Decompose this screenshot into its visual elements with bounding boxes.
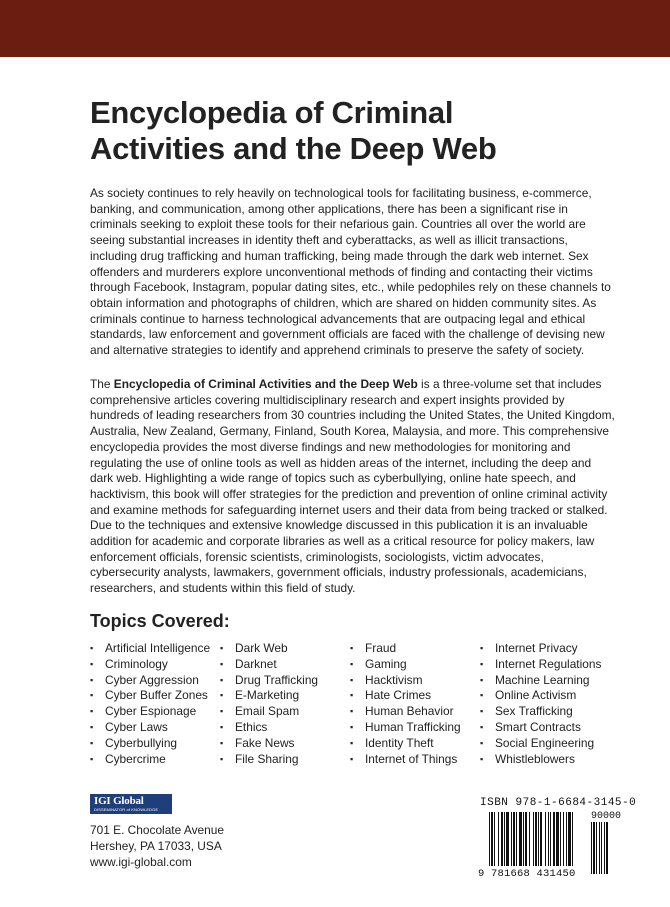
topic-list-item: ▪ Criminology xyxy=(90,657,210,673)
topic-list-item: ▪ Hate Crimes xyxy=(350,688,461,704)
barcode-bar xyxy=(533,812,534,866)
topic-list-item: ▪ File Sharing xyxy=(220,752,318,768)
barcode-bar xyxy=(511,812,512,866)
barcode-bar xyxy=(550,812,551,866)
barcode-bar xyxy=(506,812,509,866)
paragraph-2-book-title: Encyclopedia of Criminal Activities and the Deep Web xyxy=(113,377,418,391)
topic-list-item: ▪ Cyber Espionage xyxy=(90,704,210,720)
barcode-bar xyxy=(504,812,505,866)
barcode-addon-bar xyxy=(596,822,597,874)
topic-list-item: ▪ Hacktivism xyxy=(350,673,461,689)
address-line-1: 701 E. Chocolate Avenue xyxy=(90,823,224,837)
topic-list-item: ▪ Internet of Things xyxy=(350,752,461,768)
barcode-bar xyxy=(516,812,517,866)
barcode-addon-bar xyxy=(599,822,600,874)
barcode-bar xyxy=(563,812,564,866)
logo-name: IGI Global xyxy=(94,795,144,807)
topic-list-item: ▪ Gaming xyxy=(350,657,461,673)
address-line-2: Hershey, PA 17033, USA xyxy=(90,839,222,853)
topic-list-item: ▪ Machine Learning xyxy=(480,673,601,689)
barcode-bar xyxy=(529,812,530,866)
barcode-addon-bar xyxy=(591,822,592,874)
barcode-bar xyxy=(556,812,559,866)
topic-list-item: ▪ Cyberbullying xyxy=(90,736,210,752)
paragraph-2-body: is a three-volume set that includes comprehensive articles covering multidisciplinary research and expert insights provided by hundreds of leading researchers from 30 countries including the United States, the United Kingdom, Australia, New Zealand, Germany, Finland, South Korea, Malaysia, and more. This comprehensive encyclopedia provides the most diverse findings and new methodologies for monitoring and regulating the use of online tools as well as hidden areas of the internet, including the deep and dark web. Highlighting a wide range of topics such as cyberbullying, online hate speech, and hacktivism, this book will offer strategies for the prediction and prevention of online criminal activity and examine methods for safeguarding internet users and their data from being tracked or stalked. Due to the techniques and extensive knowledge discussed in this publication it is an invaluable addition for academic and corporate libraries as well as a critical resource for policy makers, law enforcement officials, forensic scientists, criminologists, sociologists, victim advocates, cybersecurity analysts, lawmakers, government officials, industry professionals, academicians, researchers, and students within this field of study. xyxy=(90,377,615,596)
description-paragraph-1: As society continues to rely heavily on technological tools for facilitating business, e-commerce, banking, and communication, among other applications, there has been a significant rise in criminals seeking to exploit these tools for their nefarious gain. Countries all over the world are seeing substantial increases in identity theft and cyberattacks, as well as illicit transactions, including drug trafficking and human trafficking, being made through the dark web internet. Sex offenders and murderers explore unconventional methods of finding and contacting their victims through Facebook, Instagram, popular dating sites, etc., while pedophiles rely on these channels to obtain information and photographs of children, which are shared on hidden community sites. As criminals continue to harness technological advancements that are outpacing legal and ethical standards, law enforcement and government officials are faced with the challenge of devising new and alternative strategies to identify and apprehend criminals to preserve the safety of society. xyxy=(90,186,611,358)
publisher-website: www.igi-global.com xyxy=(90,855,192,869)
topic-list-item: ▪ Smart Contracts xyxy=(480,720,601,736)
topic-list-item: ▪ Cybercrime xyxy=(90,752,210,768)
title-line-2: Activities and the Deep Web xyxy=(90,131,497,166)
description-paragraph-2 xyxy=(90,377,615,597)
barcode-bar xyxy=(501,812,503,866)
topic-list-item: ▪ Human Trafficking xyxy=(350,720,461,736)
topics-heading: Topics Covered: xyxy=(90,611,230,631)
isbn-label: ISBN 978-1-6684-3145-0 xyxy=(480,797,637,809)
barcode-bar xyxy=(513,812,515,866)
logo-tagline: DISSEMINATOR of KNOWLEDGE xyxy=(94,807,159,812)
book-title xyxy=(90,95,610,167)
barcode-bar xyxy=(491,812,493,866)
barcode-bar xyxy=(553,812,555,866)
barcode-bar xyxy=(540,812,542,866)
barcode-bar xyxy=(538,812,539,866)
barcode-bar xyxy=(498,812,499,866)
top-color-band xyxy=(0,0,670,57)
topic-list-item: ▪ Cyber Buffer Zones xyxy=(90,688,210,704)
barcode-bar xyxy=(566,812,567,866)
topic-list-item: ▪ Dark Web xyxy=(220,641,318,657)
title-line-1: Encyclopedia of Criminal xyxy=(90,95,454,130)
topic-list-item: ▪ Online Activism xyxy=(480,688,601,704)
barcode-addon-bar xyxy=(604,822,605,874)
barcode-bar xyxy=(525,812,527,866)
barcode-bar xyxy=(489,812,490,866)
topics-column-1 xyxy=(90,641,210,767)
topic-list-item: ▪ Darknet xyxy=(220,657,318,673)
topics-column-2 xyxy=(220,641,318,767)
topic-list-item: ▪ E-Marketing xyxy=(220,688,318,704)
topic-list-item: ▪ Fraud xyxy=(350,641,461,657)
barcode-bar xyxy=(519,812,522,866)
price-code: 90000 xyxy=(591,811,622,822)
topic-list-item: ▪ Social Engineering xyxy=(480,736,601,752)
topic-list-item: ▪ Artificial Intelligence xyxy=(90,641,210,657)
barcode-addon-bar xyxy=(593,822,595,874)
barcode-bar xyxy=(545,812,546,866)
barcode-bar xyxy=(548,812,549,866)
barcode-bar xyxy=(523,812,524,866)
topic-list-item: ▪ Cyber Laws xyxy=(90,720,210,736)
topic-list-item: ▪ Ethics xyxy=(220,720,318,736)
publisher-logo xyxy=(90,794,172,814)
barcode-addon-bar xyxy=(601,822,602,874)
barcode-bar xyxy=(568,812,571,866)
topic-list-item: ▪ Email Spam xyxy=(220,704,318,720)
publisher-address xyxy=(90,822,224,870)
topics-column-3 xyxy=(350,641,461,767)
barcode-bar xyxy=(535,812,537,866)
barcode-bar xyxy=(494,812,495,866)
topic-list-item: ▪ Fake News xyxy=(220,736,318,752)
topic-list-item: ▪ Sex Trafficking xyxy=(480,704,601,720)
topics-column-4 xyxy=(480,641,601,767)
topic-list-item: ▪ Drug Trafficking xyxy=(220,673,318,689)
topic-list-item: ▪ Identity Theft xyxy=(350,736,461,752)
barcode-bar xyxy=(572,812,573,866)
barcode-digits: 9 781668 431450 xyxy=(478,868,576,880)
barcode-addon-bar xyxy=(606,822,608,874)
topic-list-item: ▪ Internet Privacy xyxy=(480,641,601,657)
topic-list-item: ▪ Internet Regulations xyxy=(480,657,601,673)
topic-list-item: ▪ Human Behavior xyxy=(350,704,461,720)
topic-list-item: ▪ Cyber Aggression xyxy=(90,673,210,689)
barcode-bar xyxy=(560,812,561,866)
paragraph-2-intro: The xyxy=(90,377,114,391)
topic-list-item: ▪ Whistleblowers xyxy=(480,752,601,768)
